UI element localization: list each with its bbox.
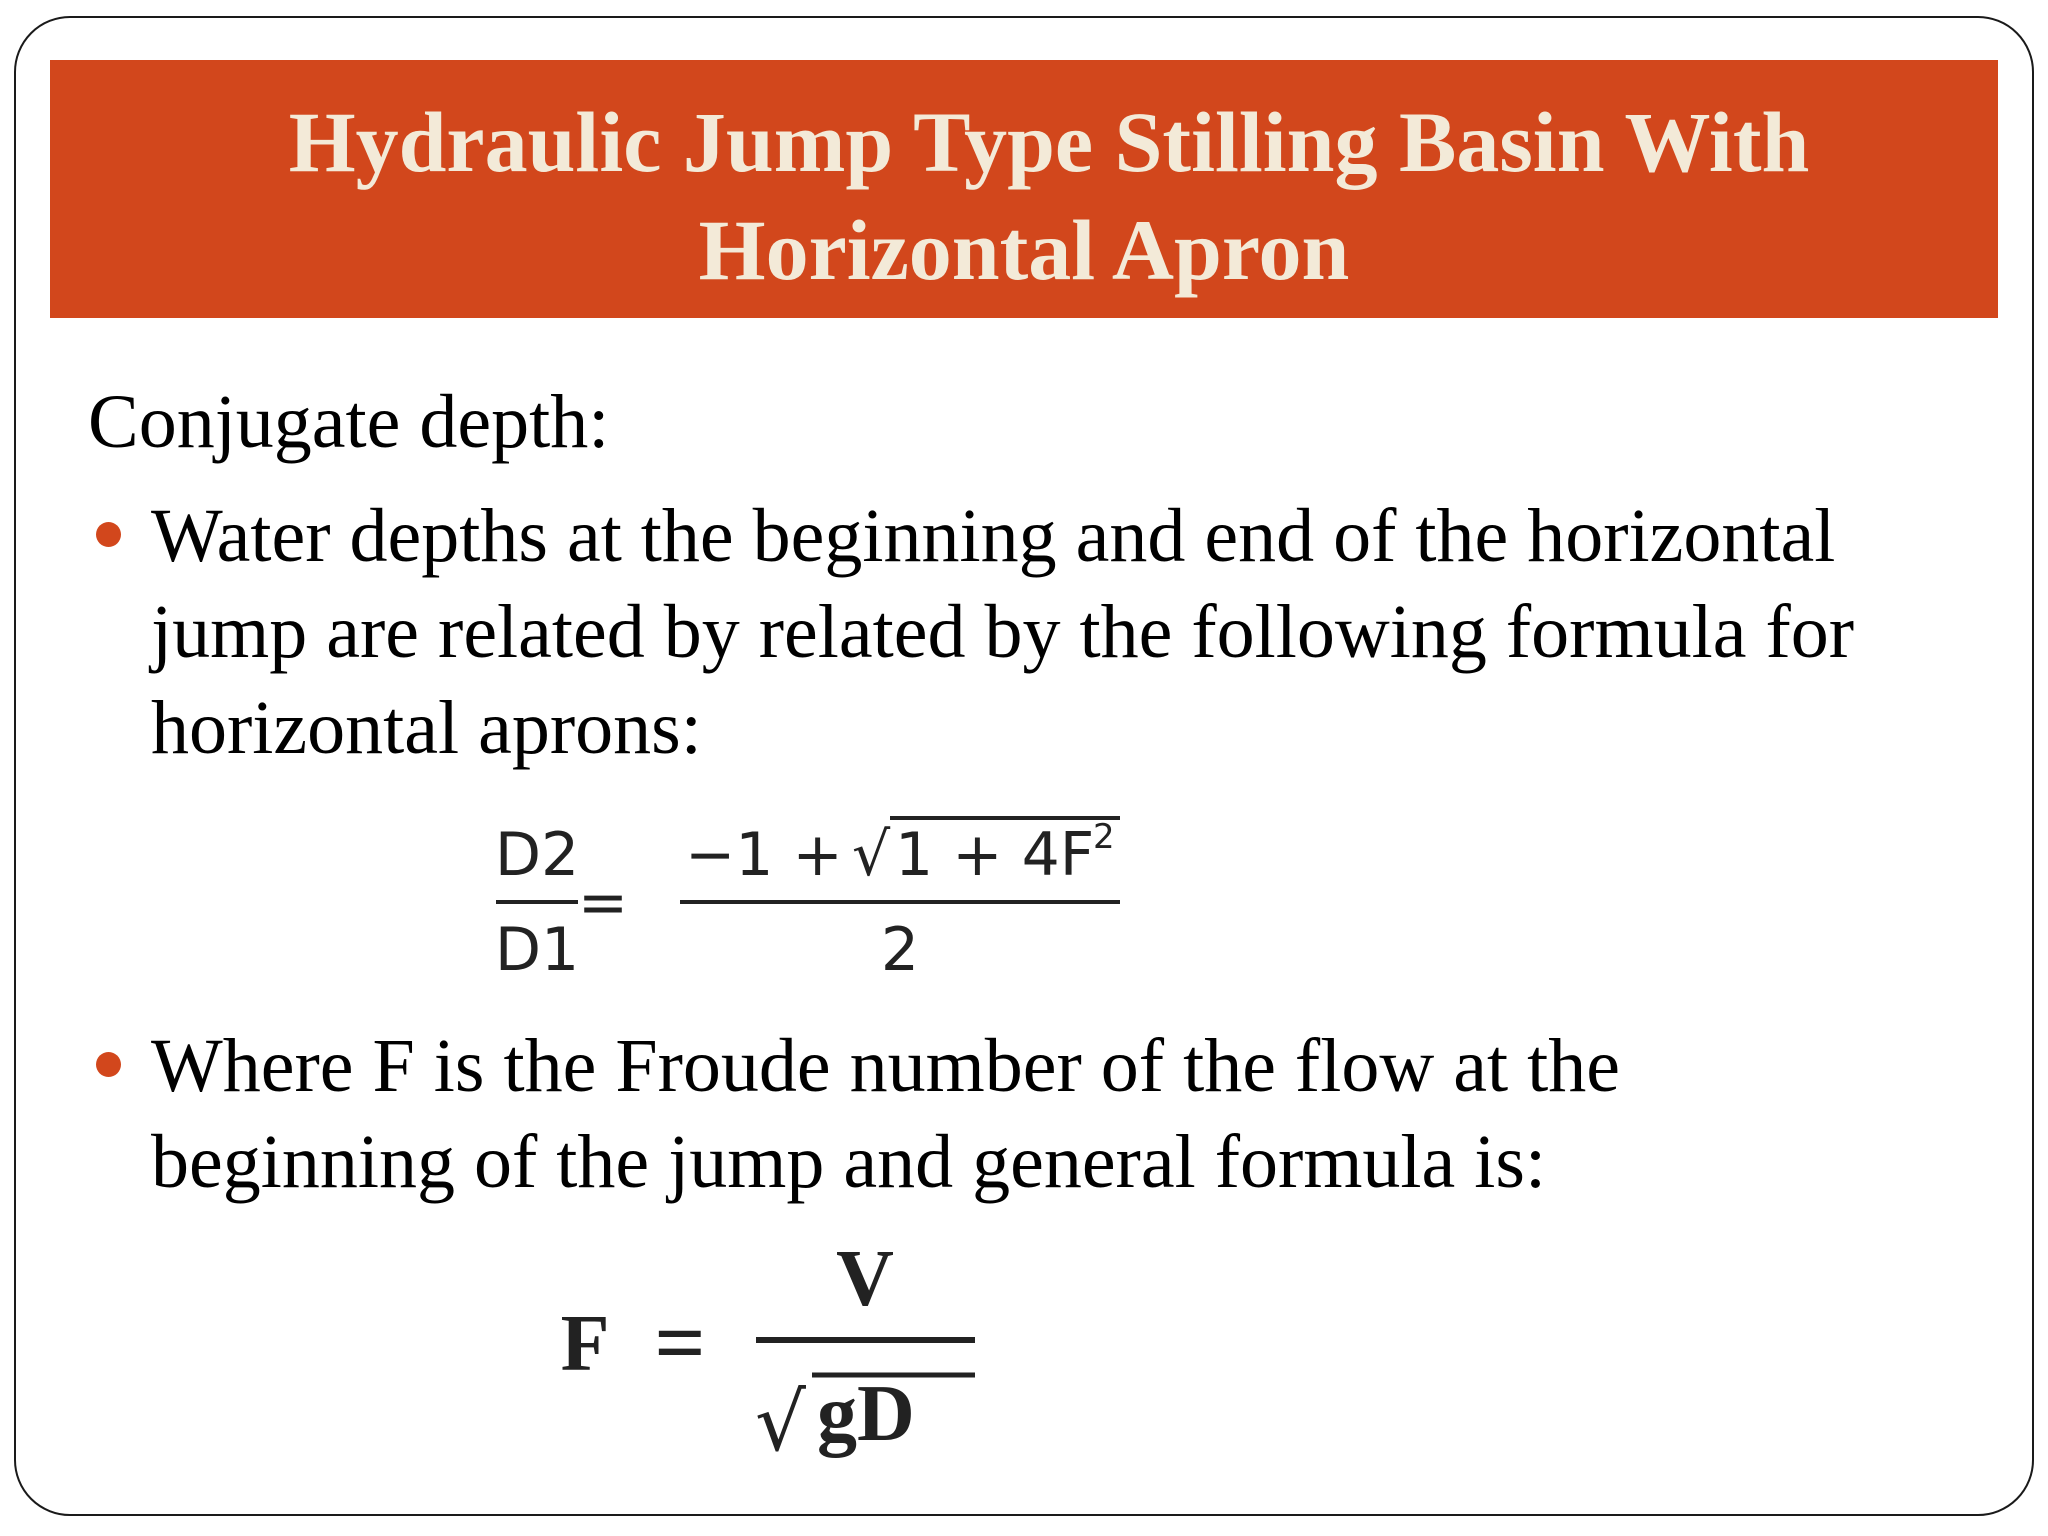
bullet-2-line-1: Where F is the Froude number of the flow at the <box>151 1024 1620 1108</box>
bullet-1-line-2: jump are related by related by the following formula for <box>151 590 1855 674</box>
formula1-lhs-numerator: D2 <box>494 820 580 890</box>
conjugate-depth-formula <box>480 800 1140 990</box>
formula1-rhs-numerator-radicand: 1 + 4F <box>895 820 1095 890</box>
formula1-rhs-denominator: 2 <box>880 915 920 985</box>
section-heading: Conjugate depth: <box>88 380 610 464</box>
formula2-denominator: gD <box>817 1370 915 1458</box>
formula2-numerator: V <box>836 1235 894 1323</box>
bullet-2 <box>151 1018 1620 1210</box>
bullet-dot-1 <box>96 522 121 547</box>
formula1-equals: = <box>577 868 629 938</box>
title-line-1: Hydraulic Jump Type Stilling Basin With <box>288 94 1810 190</box>
formula2-radical: √ <box>755 1376 806 1465</box>
title-line-2: Horizontal Apron <box>698 202 1350 298</box>
title-bar <box>50 60 1998 318</box>
formula2-lhs: F <box>560 1300 610 1388</box>
bullet-2-line-2: beginning of the jump and general formula is: <box>151 1120 1547 1204</box>
bullet-1 <box>151 488 1854 776</box>
formula1-exponent: 2 <box>1093 817 1115 857</box>
bullet-1-line-3: horizontal aprons: <box>151 686 702 770</box>
formula1-radical: √ <box>852 820 891 890</box>
froude-number-formula <box>530 1225 1000 1465</box>
formula2-equals: = <box>654 1294 706 1393</box>
bullet-1-line-1: Water depths at the beginning and end of the horizontal <box>151 494 1836 578</box>
bullet-dot-2 <box>96 1052 121 1077</box>
formula1-lhs-denominator: D1 <box>494 915 580 985</box>
slide-title <box>50 88 1998 304</box>
formula1-rhs-numerator-prefix: −1 + <box>685 820 843 890</box>
